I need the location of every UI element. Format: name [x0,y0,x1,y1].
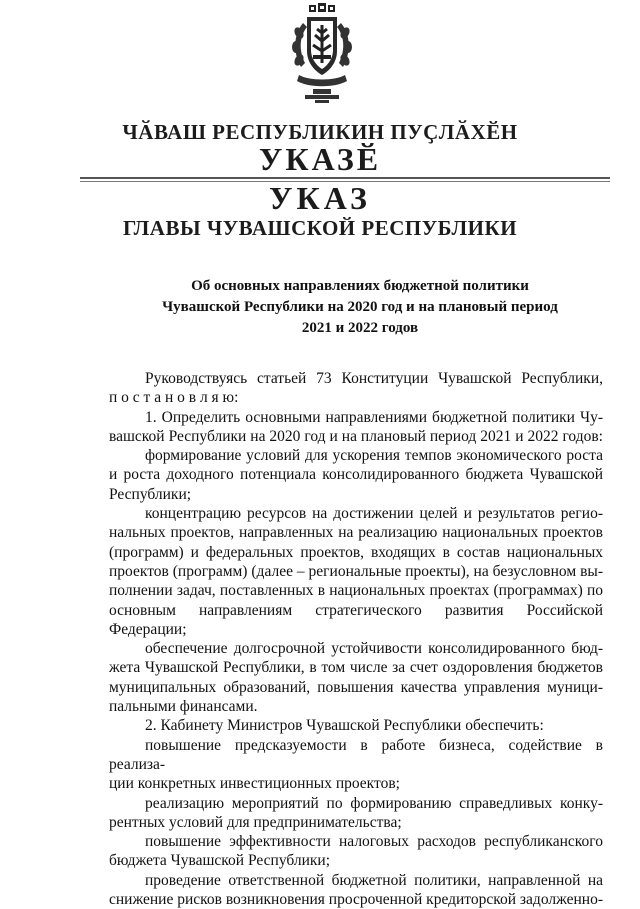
decree-title-line: Об основных направлениях бюджетной политики [191,278,529,294]
emblem-ribbon [297,75,347,103]
body-line: нальных проектов, направленных на реализацию национальных проектов [109,524,603,542]
body-line: жета Чувашской Республики, в том числе за счет оздоровления бюджетов [109,659,603,677]
issuer-heading: ГЛАВЫ ЧУВАШСКОЙ РЕСПУБЛИКИ [122,216,518,240]
chuvash-decree-word: УКАЗӖ [258,141,382,177]
body-line: муниципальных образований, повышения качества управления муници- [109,678,603,696]
body-line: 2. Кабинету Министров Чувашской Республики обеспечить: [145,717,544,735]
body-line: формирование условий для ускорения темпов экономического роста [145,447,603,465]
body-line: Республики; [109,485,192,503]
body-line: повышение предсказуемости в работе бизнеса, содействие в реализа- [109,736,603,773]
body-line: ции конкретных инвестиционных проектов; [109,775,400,793]
body-line: проектов (программ) (далее – региональные проекты), на безусловном вы- [109,562,603,580]
body-line: рентных условий для предпринимательства; [109,813,402,831]
decree-heading: УКАЗ [269,180,371,216]
body-line: п о с т а н о в л я ю: [109,389,239,407]
body-line: повышение эффективности налоговых расходов республиканского [145,833,603,851]
body-line: вашской Республики на 2020 год и на плановый период 2021 и 2022 годов: [109,427,603,445]
chuvash-republic-emblem [291,3,353,105]
body-line: бюджета Чувашской Республики; [109,852,331,870]
decree-title [80,276,640,339]
body-line: (программ) и федеральных проектов, входящих в состав национальных [109,543,603,561]
emblem-crown [309,3,335,12]
body-line: проведение ответственной бюджетной политики, направленной на [145,871,603,889]
body-line: пальными финансами. [109,698,258,716]
body-line: обеспечение долгосрочной устойчивости консолидированного бюд- [145,640,603,658]
body-line: 1. Определить основными направлениями бюджетной политики Чу- [145,408,603,426]
body-line: снижение рисков возникновения просроченной кредиторской задолженно- [109,891,603,909]
decree-title-line: Чувашской Республики на 2020 год и на плановый период [162,299,558,315]
decree-body [109,369,603,909]
body-line: концентрацию ресурсов на достижении целей и результатов регио- [145,505,603,523]
body-line: Руководствуясь статьей 73 Конституции Чувашской Республики, [145,370,603,387]
header-divider [80,177,610,179]
emblem-shield [307,17,337,75]
body-line: и роста доходного потенциала консолидированного бюджета Чувашской [109,466,603,484]
body-line: полнении задач, поставленных в национальных проектах (программах) по [109,582,603,600]
decree-title-line: 2021 и 2022 годов [301,320,419,336]
body-line: реализацию мероприятий по формированию справедливых конку- [145,794,603,812]
body-line: основным направлениям стратегического развития Российской Федерации; [109,601,603,638]
chuvash-heading: ЧӐВАШ РЕСПУБЛИКИН ПУҪЛӐХӖН [122,120,518,144]
